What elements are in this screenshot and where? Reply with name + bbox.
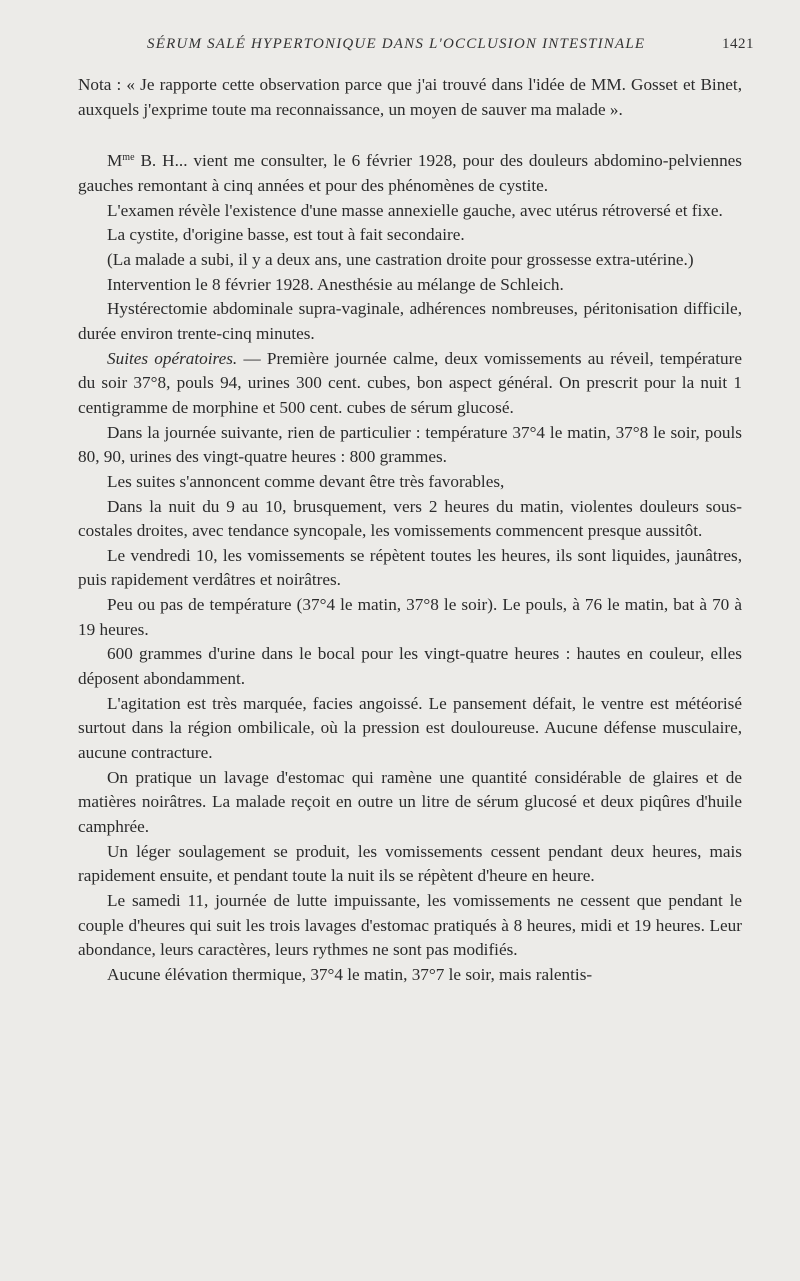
paragraph-hysterectomie: Hystérectomie abdominale supra-vaginale, adhérences nombreuses, péritonisation difficile, durée environ trente-cinq minutes. (78, 299, 742, 343)
page-number: 1421 (722, 36, 754, 52)
paragraph-urine: 600 grammes d'urine dans le bocal pour les vingt-quatre heures : hautes en couleur, elles déposent abondamment. (78, 644, 742, 689)
paragraph-castration: (La malade a subi, il y a deux ans, une castration droite pour grossesse extra-utérine.) (107, 249, 694, 269)
page-header (0, 36, 800, 56)
title-abbrev: M (107, 151, 123, 171)
paragraph-journee-suivante: Dans la journée suivante, rien de particulier : température 37°4 le matin, 37°8 le soir, pouls 80, 90, urines des vingt-quatre heures : 800 grammes. (78, 422, 742, 467)
suites-heading: Suites opératoires. (107, 348, 238, 368)
paragraph-temperature: Peu ou pas de température (37°4 le matin, 37°8 le soir). Le pouls, à 76 le matin, bat à 70 à 19 heures. (78, 595, 742, 639)
paragraph-nota: Nota : « Je rapporte cette observation parce que j'ai trouvé dans l'idée de MM. Gosset et Binet, auxquels j'exprime toute ma reconnaissance, un moyen de sauver ma malade ». (78, 75, 742, 119)
paragraph-suites-favorables: Les suites s'annoncent comme devant être très favorables, (107, 471, 505, 491)
paragraph-examen: L'examen révèle l'existence d'une masse annexielle gauche, avec utérus rétroversé et fixe. (107, 200, 723, 220)
paragraph-suites (78, 347, 742, 421)
paragraph-cystite: La cystite, d'origine basse, est tout à fait secondaire. (107, 225, 465, 245)
body-text (78, 73, 742, 988)
running-title: SÉRUM SALÉ HYPERTONIQUE DANS L'OCCLUSION INTESTINALE (147, 36, 646, 52)
suites-text: — Première journée calme, deux vomissements au réveil, température du soir 37°8, pouls 94, urines 300 cent. cubes, bon aspect général. On prescrit pour la nuit 1 centigramme de morphine et 500 cent. cubes de sérum glucosé. (78, 348, 743, 417)
paragraph-intervention: Intervention le 8 février 1928. Anesthésie au mélange de Schleich. (107, 274, 564, 294)
paragraph-nuit: Dans la nuit du 9 au 10, brusquement, vers 2 heures du matin, violentes douleurs sous-costales droites, avec tendance syncopale, les vomissements commencent presque aussitôt. (78, 496, 742, 541)
paragraph-elevation: Aucune élévation thermique, 37°4 le matin, 37°7 le soir, mais ralentis- (107, 964, 593, 984)
paragraph-vendredi: Le vendredi 10, les vomissements se répètent toutes les heures, ils sont liquides, jaunâtres, puis rapidement verdâtres et noirâtres. (78, 545, 742, 590)
paragraph-patient (78, 149, 742, 198)
paragraph-agitation: L'agitation est très marquée, facies angoissé. Le pansement défait, le ventre est météorisé surtout dans la région ombilicale, où la pression est douloureuse. Aucune défense musculaire, aucune contracture. (78, 693, 742, 763)
paragraph-soulagement: Un léger soulagement se produit, les vomissements cessent pendant deux heures, mais rapidement ensuite, et pendant toute la nuit ils se répètent d'heure en heure. (78, 841, 742, 886)
paragraph-patient-text: B. H... vient me consulter, le 6 février 1928, pour des douleurs abdomino-pelviennes gauches remontant à cinq années et pour des phénomènes de cystite. (78, 151, 742, 195)
title-abbrev-superscript: me (122, 152, 135, 164)
paragraph-lavage: On pratique un lavage d'estomac qui ramène une quantité considérable de glaires et de matières noirâtres. La malade reçoit en outre un litre de sérum glucosé et deux piqûres d'huile camphrée. (78, 767, 742, 837)
paragraph-samedi: Le samedi 11, journée de lutte impuissante, les vomissements ne cessent que pendant le couple d'heures qui suit les trois lavages d'estomac pratiqués à 8 heures, midi et 19 heures. Leur abondance, leurs caractères, leurs rythmes ne sont pas modifiés. (78, 891, 742, 960)
